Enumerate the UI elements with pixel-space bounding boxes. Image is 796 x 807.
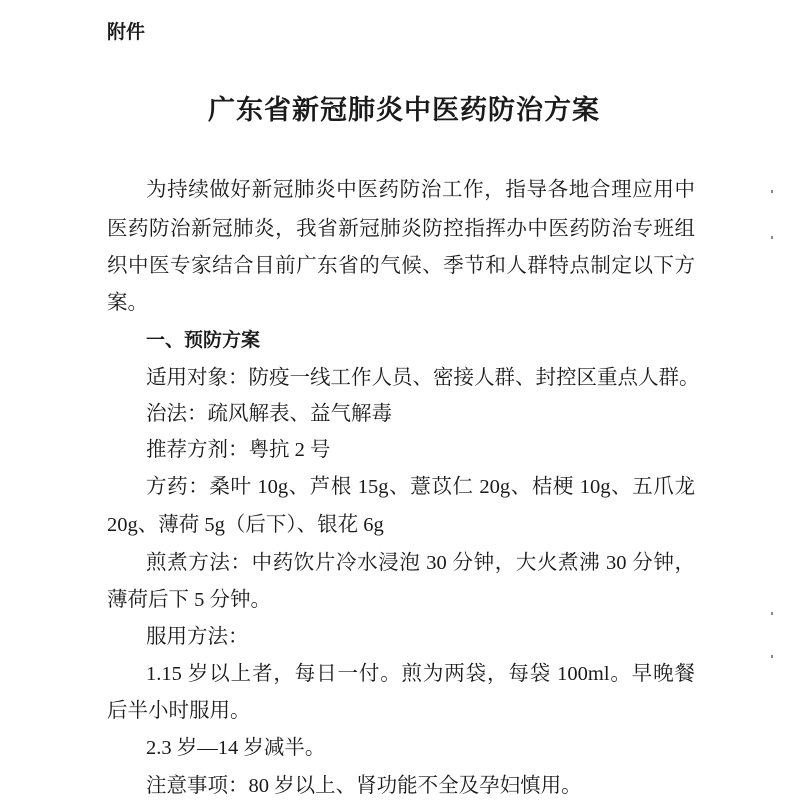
usage-item-1-line-1: 1.15 岁以上者，每日一付。煎为两袋，每袋 100ml。早晚餐 xyxy=(146,663,695,685)
scan-speck xyxy=(771,190,773,193)
usage-heading: 服用方法： xyxy=(146,626,249,648)
annex-label: 附件 xyxy=(107,21,146,43)
ingredients-line-1: 方药：桑叶 10g、芦根 15g、薏苡仁 20g、桔梗 10g、五爪龙 xyxy=(146,476,695,498)
intro-line-4: 案。 xyxy=(107,292,148,314)
intro-line-3: 织中医专家结合目前广东省的气候、季节和人群特点制定以下方 xyxy=(107,255,695,277)
intro-line-1: 为持续做好新冠肺炎中医药防治工作，指导各地合理应用中 xyxy=(146,179,695,201)
decoction-line-2: 薄荷后下 5 分钟。 xyxy=(107,589,271,611)
document-title: 广东省新冠肺炎中医药防治方案 xyxy=(208,95,600,125)
ingredients-line-2: 20g、薄荷 5g（后下）、银花 6g xyxy=(107,514,384,536)
usage-item-2: 2.3 岁—14 岁减半。 xyxy=(146,737,326,759)
target-population: 适用对象：防疫一线工作人员、密接人群、封控区重点人群。 xyxy=(146,367,700,389)
section-heading-prevention: 一、预防方案 xyxy=(146,329,261,351)
intro-line-2: 医药防治新冠肺炎，我省新冠肺炎防控指挥办中医药防治专班组 xyxy=(107,218,695,240)
treatment-method: 治法：疏风解表、益气解毒 xyxy=(146,403,392,425)
usage-item-1-line-2: 后半小时服用。 xyxy=(107,700,251,722)
precautions: 注意事项：80 岁以上、肾功能不全及孕妇慎用。 xyxy=(146,775,582,797)
scan-speck xyxy=(771,655,773,658)
decoction-line-1: 煎煮方法：中药饮片冷水浸泡 30 分钟，大火煮沸 30 分钟， xyxy=(146,552,695,574)
scan-speck xyxy=(771,612,773,615)
scan-speck xyxy=(771,236,773,239)
recommended-formula: 推荐方剂：粤抗 2 号 xyxy=(146,439,331,461)
